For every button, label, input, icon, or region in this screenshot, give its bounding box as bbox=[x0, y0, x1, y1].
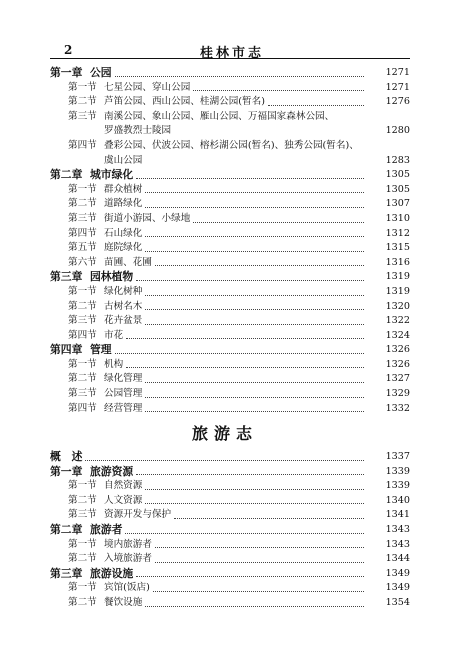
toc-entry-label: 第四节 bbox=[68, 329, 97, 341]
toc-entry-title: 旅游资源 bbox=[90, 464, 134, 478]
toc-page-number: 1326 bbox=[385, 344, 410, 356]
toc-entry-title: 园林植物 bbox=[90, 270, 134, 284]
toc-entry-label: 第四节 bbox=[68, 139, 97, 151]
toc-leader-dots bbox=[125, 523, 364, 534]
toc-page-number: 1319 bbox=[385, 271, 410, 283]
toc-section-row bbox=[50, 372, 410, 387]
toc-section-row bbox=[50, 581, 410, 596]
toc-leader-dots bbox=[145, 197, 364, 208]
toc-chapter-row bbox=[50, 343, 410, 358]
toc-entry-title: 芦笛公园、西山公园、桂湖公园(暂名) bbox=[104, 96, 265, 108]
toc-chapter-row bbox=[50, 66, 410, 81]
toc-entry-label: 第二节 bbox=[68, 198, 97, 210]
toc-page-number: 1315 bbox=[385, 242, 410, 254]
toc-page-number: 1339 bbox=[385, 465, 410, 477]
toc-page-number: 1349 bbox=[385, 567, 410, 579]
toc-page-number: 1280 bbox=[385, 125, 410, 137]
toc-page-number: 1312 bbox=[385, 227, 410, 239]
toc-chapter-row bbox=[50, 523, 410, 538]
toc-entry-title: 资源开发与保护 bbox=[104, 509, 172, 521]
toc-section-row bbox=[50, 479, 410, 494]
toc-section-row bbox=[50, 139, 410, 154]
toc-leader-dots bbox=[153, 581, 364, 592]
toc-leader-dots bbox=[145, 479, 364, 490]
toc-page-number: 1271 bbox=[385, 81, 410, 93]
toc-entry-title: 叠彩公园、伏波公园、榕杉湖公园(暂名)、独秀公园(暂名)、 bbox=[104, 139, 359, 151]
toc-section-row bbox=[50, 538, 410, 553]
toc-entry-label: 第二章 bbox=[50, 522, 83, 536]
toc-entry-title: 餐饮设施 bbox=[104, 596, 143, 608]
toc-page-number: 1276 bbox=[385, 96, 410, 108]
toc-part-2 bbox=[50, 450, 410, 611]
toc-leader-dots bbox=[145, 494, 364, 505]
toc-entry-title: 机构 bbox=[104, 358, 124, 370]
toc-leader-dots bbox=[136, 168, 364, 179]
toc-leader-dots bbox=[193, 212, 364, 223]
toc-entry-title: 宾馆(饭店) bbox=[104, 582, 150, 594]
toc-section-row bbox=[50, 81, 410, 96]
toc-section-row bbox=[50, 358, 410, 373]
toc-entry-label: 第四章 bbox=[50, 343, 83, 357]
toc-leader-dots bbox=[145, 387, 364, 398]
toc-entry-title: 花卉盆景 bbox=[104, 315, 143, 327]
toc-continuation-row bbox=[50, 124, 410, 139]
toc-page-number: 1271 bbox=[385, 67, 410, 78]
toc-section-row bbox=[50, 183, 410, 198]
toc-leader-dots bbox=[145, 300, 364, 311]
toc-page-number: 1354 bbox=[385, 596, 410, 608]
toc-section-row bbox=[50, 552, 410, 567]
toc-entry-label: 第一章 bbox=[50, 66, 83, 79]
toc-leader-dots bbox=[155, 538, 364, 549]
toc-entry-title: 绿化管理 bbox=[104, 373, 143, 385]
toc-page-number: 1337 bbox=[385, 451, 410, 462]
toc-section-row bbox=[50, 508, 410, 523]
toc-section-row bbox=[50, 256, 410, 271]
toc-page-number: 1324 bbox=[385, 329, 410, 341]
toc-entry-title: 旅游者 bbox=[90, 522, 123, 536]
toc-entry-label: 第一节 bbox=[68, 582, 97, 594]
toc-entry-title: 旅游设施 bbox=[90, 566, 134, 580]
toc-page-number: 1343 bbox=[385, 523, 410, 535]
toc-entry-title: 道路绿化 bbox=[104, 198, 143, 210]
toc-entry-label: 第三节 bbox=[68, 110, 97, 122]
toc-leader-dots bbox=[145, 227, 364, 238]
toc-page-number: 1349 bbox=[385, 582, 410, 594]
toc-chapter-row bbox=[50, 465, 410, 480]
toc-page-number: 1305 bbox=[385, 183, 410, 195]
toc-section-row bbox=[50, 95, 410, 110]
toc-entry-title: 管理 bbox=[90, 343, 112, 357]
toc-section-row bbox=[50, 329, 410, 344]
toc-chapter-row bbox=[50, 270, 410, 285]
toc-entry-title: 南溪公园、象山公园、雁山公园、万福国家森林公园、 bbox=[104, 110, 335, 122]
toc-chapter-row bbox=[50, 567, 410, 582]
toc-entry-title: 市花 bbox=[104, 329, 124, 341]
toc-leader-dots bbox=[115, 66, 364, 77]
toc-section-row bbox=[50, 402, 410, 417]
toc-entry-title: 境内旅游者 bbox=[104, 538, 152, 550]
toc-section-row bbox=[50, 212, 410, 227]
toc-entry-label: 第一节 bbox=[68, 358, 97, 370]
page-header bbox=[0, 0, 450, 60]
toc-page-number: 1341 bbox=[385, 509, 410, 521]
toc-entry-label: 第二节 bbox=[68, 96, 97, 108]
toc-leader-dots bbox=[145, 372, 364, 383]
toc-leader-dots bbox=[155, 552, 364, 563]
toc-entry-title: 自然资源 bbox=[104, 480, 143, 492]
toc-entry-label: 第四节 bbox=[68, 227, 97, 239]
toc-leader-dots bbox=[193, 81, 364, 92]
toc-chapter-row bbox=[50, 168, 410, 183]
page-number: 2 bbox=[64, 43, 73, 57]
toc-entry-title: 七星公园、穿山公园 bbox=[104, 81, 191, 93]
toc-entry-title: 人文资源 bbox=[104, 494, 143, 506]
toc-leader-dots bbox=[145, 285, 364, 296]
toc-entry-label: 概 述 bbox=[50, 450, 83, 463]
toc-entry-title: 虞山公园 bbox=[104, 154, 143, 166]
toc-entry-title: 经营管理 bbox=[104, 402, 143, 414]
toc-entry-title: 庭院绿化 bbox=[104, 242, 143, 254]
toc-entry-label: 第三节 bbox=[68, 315, 97, 327]
toc-entry-title: 入境旅游者 bbox=[104, 553, 152, 565]
toc-page-number: 1326 bbox=[385, 358, 410, 370]
toc-entry-label: 第一章 bbox=[50, 464, 83, 478]
toc-section-row bbox=[50, 494, 410, 509]
section-title: 旅游志 bbox=[191, 424, 258, 443]
toc-page-number: 1332 bbox=[385, 402, 410, 414]
toc-entry-title: 古树名木 bbox=[104, 300, 143, 312]
toc-entry-label: 第二节 bbox=[68, 553, 97, 565]
toc-entry-title: 苗圃、花圃 bbox=[104, 256, 152, 268]
toc-leader-dots bbox=[115, 343, 364, 354]
toc-leader-dots bbox=[126, 329, 364, 340]
toc-entry-label: 第二节 bbox=[68, 494, 97, 506]
toc-entry-title: 群众植树 bbox=[104, 183, 143, 195]
toc-entry-title: 罗盛教烈士陵园 bbox=[104, 125, 172, 137]
toc-entry-label: 第六节 bbox=[68, 256, 97, 268]
toc-section-row bbox=[50, 241, 410, 256]
toc-entry-label: 第一节 bbox=[68, 81, 97, 93]
toc-section-row bbox=[50, 387, 410, 402]
toc-leader-dots bbox=[136, 270, 364, 281]
toc-entry-label: 第一节 bbox=[68, 183, 97, 195]
toc-entry-label: 第三节 bbox=[68, 388, 97, 400]
toc-page-number: 1344 bbox=[385, 553, 410, 565]
toc-page-number: 1310 bbox=[385, 212, 410, 224]
toc-leader-dots bbox=[145, 183, 364, 194]
toc-entry-label: 第五节 bbox=[68, 242, 97, 254]
toc-leader-dots bbox=[145, 596, 364, 607]
toc-leader-dots bbox=[136, 567, 364, 578]
toc-page-number: 1307 bbox=[385, 198, 410, 210]
toc-section-row bbox=[50, 285, 410, 300]
toc-page-number: 1343 bbox=[385, 538, 410, 550]
toc-entry-title: 绿化树种 bbox=[104, 285, 143, 297]
toc-page-number: 1283 bbox=[385, 154, 410, 166]
toc-page-number: 1340 bbox=[385, 494, 410, 506]
toc-leader-dots bbox=[145, 402, 364, 413]
toc-entry-label: 第二节 bbox=[68, 300, 97, 312]
toc-page-number: 1322 bbox=[385, 315, 410, 327]
toc-entry-title: 街道小游园、小绿地 bbox=[104, 212, 191, 224]
toc-chapter-row bbox=[50, 450, 410, 465]
toc-entry-label: 第二章 bbox=[50, 168, 83, 182]
toc-entry-title: 城市绿化 bbox=[90, 168, 134, 182]
toc-section-row bbox=[50, 596, 410, 611]
toc-entry-label: 第一节 bbox=[68, 538, 97, 550]
toc-page-number: 1319 bbox=[385, 285, 410, 297]
header-rule bbox=[50, 58, 410, 59]
toc-leader-dots bbox=[145, 314, 364, 325]
toc-leader-dots bbox=[145, 241, 364, 252]
toc-entry-label: 第一节 bbox=[68, 480, 97, 492]
toc-page-number: 1329 bbox=[385, 388, 410, 400]
toc-leader-dots bbox=[174, 508, 364, 519]
toc-part-1 bbox=[50, 66, 410, 416]
toc-page-number: 1316 bbox=[385, 256, 410, 268]
toc-entry-title: 公园 bbox=[90, 66, 112, 79]
toc-page-number: 1320 bbox=[385, 300, 410, 312]
toc-entry-label: 第三章 bbox=[50, 566, 83, 580]
toc-leader-dots bbox=[268, 95, 364, 106]
toc-entry-title: 石山绿化 bbox=[104, 227, 143, 239]
toc-entry-label: 第三章 bbox=[50, 270, 83, 284]
toc-entry-label: 第四节 bbox=[68, 402, 97, 414]
toc-entry-title: 公园管理 bbox=[104, 388, 143, 400]
toc-leader-dots bbox=[136, 465, 364, 476]
toc-page-number: 1305 bbox=[385, 169, 410, 181]
toc-leader-dots bbox=[126, 358, 364, 369]
toc-page-number: 1339 bbox=[385, 480, 410, 492]
toc-entry-label: 第二节 bbox=[68, 596, 97, 608]
toc-continuation-row bbox=[50, 154, 410, 169]
toc-section-row bbox=[50, 110, 410, 125]
toc-leader-dots bbox=[85, 450, 364, 461]
running-title: 桂林市志 bbox=[200, 46, 265, 61]
toc-page-number: 1327 bbox=[385, 373, 410, 385]
toc-section-row bbox=[50, 300, 410, 315]
toc-entry-label: 第一节 bbox=[68, 285, 97, 297]
toc-section-row bbox=[50, 197, 410, 212]
toc-entry-label: 第三节 bbox=[68, 212, 97, 224]
toc-section-row bbox=[50, 227, 410, 242]
toc-section-row bbox=[50, 314, 410, 329]
toc-leader-dots bbox=[155, 256, 364, 267]
toc-entry-label: 第二节 bbox=[68, 373, 97, 385]
toc-entry-label: 第三节 bbox=[68, 509, 97, 521]
